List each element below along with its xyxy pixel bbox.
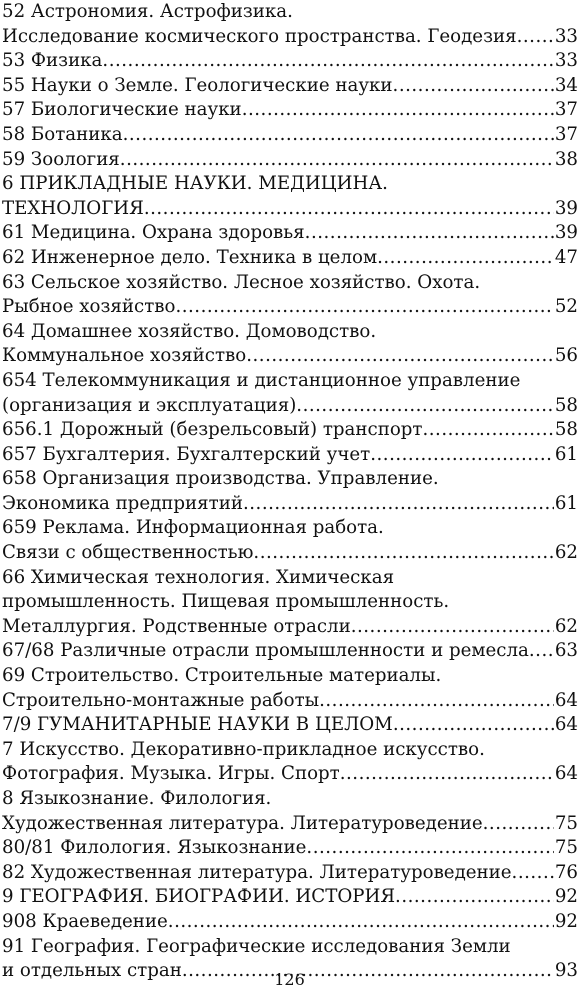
toc-entry-page: 61 [554, 443, 578, 465]
toc-entry-title: 67/68 Различные отрасли промышленности и ремесла [2, 640, 529, 662]
toc-entry-title: 66 Химическая технология. Химическая [2, 566, 395, 588]
toc-entry-title: Исследование космического пространства. Геодезия [2, 25, 517, 47]
dot-leader [246, 344, 554, 369]
toc-entry-title: Художественная литература. Литературоведение [2, 812, 483, 834]
toc-entry [2, 836, 578, 861]
toc-entry-title: 908 Краеведение [2, 910, 168, 932]
toc-entry-title: 61 Медицина. Охрана здоровья [2, 222, 305, 244]
page-number: 126 [274, 970, 305, 989]
toc-entry-page: 52 [554, 296, 578, 318]
toc-entry-title: 53 Физика [2, 50, 103, 72]
toc-entry-title: ТЕХНОЛОГИЯ [2, 197, 144, 219]
toc-entry-last-line [2, 49, 578, 74]
toc-entry-last-line [2, 295, 578, 320]
toc-entry-page: 39 [554, 197, 578, 219]
toc-entry-page: 92 [554, 910, 578, 932]
toc-entry-page: 47 [554, 246, 578, 268]
toc-entry-page: 62 [554, 542, 578, 564]
toc-entry-page: 64 [554, 763, 578, 785]
toc-entry-page: 63 [554, 640, 578, 662]
dot-leader [120, 148, 554, 173]
toc-entry [2, 246, 578, 271]
toc-entry-last-line [2, 492, 578, 517]
toc-entry-page: 93 [554, 960, 578, 982]
toc-entry-page: 56 [554, 345, 578, 367]
dot-leader [102, 49, 553, 74]
toc-entry [2, 418, 578, 443]
toc-entry-page: 76 [554, 861, 578, 883]
toc-entry-title: 91 География. Географические исследования Земли [2, 935, 511, 957]
toc-entry-last-line [2, 221, 578, 246]
dot-leader [253, 541, 553, 566]
toc-entry-last-line [2, 98, 578, 123]
dot-leader [483, 812, 554, 837]
dot-leader [305, 221, 554, 246]
dot-leader [351, 615, 554, 640]
dot-leader [306, 836, 553, 861]
toc-entry-page: 62 [554, 615, 578, 637]
toc-entry-last-line [2, 394, 578, 419]
toc-entry [2, 566, 578, 640]
toc-entry-title: 659 Реклама. Информационная работа. [2, 517, 384, 539]
toc-entry-page: 92 [554, 886, 578, 908]
table-of-contents [2, 0, 578, 984]
toc-entry-page: 33 [554, 25, 578, 47]
toc-entry [2, 369, 578, 418]
toc-entry [2, 664, 578, 713]
dot-leader [243, 492, 554, 517]
toc-entry-title: 6 ПРИКЛАДНЫЕ НАУКИ. МЕДИЦИНА. [2, 173, 388, 195]
dot-leader [517, 25, 554, 50]
toc-entry-page: 33 [554, 50, 578, 72]
toc-entry-last-line [2, 148, 578, 173]
toc-entry-last-line [2, 123, 578, 148]
dot-leader [529, 639, 554, 664]
toc-entry [2, 74, 578, 99]
dot-leader [144, 197, 554, 222]
toc-entry-page: 75 [554, 837, 578, 859]
dot-leader [370, 443, 554, 468]
toc-entry-last-line [2, 418, 578, 443]
dot-leader [123, 123, 554, 148]
toc-entry-title: 57 Биологические науки [2, 99, 242, 121]
toc-entry-title: 64 Домашнее хозяйство. Домоводство. [2, 320, 377, 342]
toc-entry-title: 7 Искусство. Декоративно-прикладное искусство. [2, 738, 485, 760]
toc-entry-last-line [2, 25, 578, 50]
toc-entry-title: (организация и эксплуатация) [2, 394, 297, 416]
toc-entry-title: 52 Астрономия. Астрофизика. [2, 1, 293, 22]
toc-entry-last-line [2, 541, 578, 566]
toc-entry-title: 82 Художественная литература. Литературоведение [2, 861, 512, 883]
toc-entry-title: 7/9 ГУМАНИТАРНЫЕ НАУКИ В ЦЕЛОМ [2, 714, 393, 736]
toc-entry [2, 123, 578, 148]
dot-leader [242, 98, 554, 123]
toc-entry-title: Связи с общественностью [2, 542, 254, 564]
toc-entry [2, 861, 578, 886]
toc-entry [2, 516, 578, 565]
dot-leader [377, 246, 554, 271]
toc-entry-title: 55 Науки о Земле. Геологические науки [2, 74, 393, 96]
toc-entry-last-line [2, 812, 578, 837]
toc-entry-last-line [2, 762, 578, 787]
toc-entry-page: 38 [554, 148, 578, 170]
toc-entry-page: 37 [554, 123, 578, 145]
toc-entry-page: 34 [554, 74, 578, 96]
toc-entry-title: Коммунальное хозяйство [2, 345, 247, 367]
toc-entry-page: 64 [554, 714, 578, 736]
toc-entry-last-line [2, 197, 578, 222]
toc-entry-title: 656.1 Дорожный (безрельсовый) транспорт [2, 419, 423, 441]
toc-entry [2, 713, 578, 738]
toc-entry-title: 58 Ботаника [2, 123, 123, 145]
toc-entry-last-line [2, 443, 578, 468]
toc-entry-title: и отдельных стран [2, 960, 182, 982]
toc-entry [2, 0, 578, 49]
dot-leader [168, 910, 554, 935]
toc-entry [2, 98, 578, 123]
toc-entry [2, 172, 578, 221]
toc-entry-page: 64 [554, 689, 578, 711]
dot-leader [512, 861, 554, 886]
toc-entry-title: Фотография. Музыка. Игры. Спорт [2, 763, 340, 785]
dot-leader [319, 689, 554, 714]
toc-entry-title: Строительно-монтажные работы [2, 689, 320, 711]
dot-leader [422, 418, 553, 443]
dot-leader [296, 394, 554, 419]
toc-entry [2, 467, 578, 516]
toc-entry [2, 49, 578, 74]
toc-entry-last-line [2, 713, 578, 738]
toc-entry [2, 148, 578, 173]
toc-entry [2, 221, 578, 246]
toc-entry-title: 80/81 Филология. Языкознание [2, 837, 307, 859]
toc-entry-title: 8 Языкознание. Филология. [2, 788, 272, 809]
toc-entry-last-line [2, 836, 578, 861]
toc-entry-page: 37 [554, 99, 578, 121]
toc-entry-title: 9 ГЕОГРАФИЯ. БИОГРАФИИ. ИСТОРИЯ [2, 886, 396, 908]
toc-entry-title: 657 Бухгалтерия. Бухгалтерский учет [2, 443, 371, 465]
toc-entry-last-line [2, 74, 578, 99]
toc-entry-page: 75 [554, 812, 578, 834]
toc-entry-title: Экономика предприятий [2, 492, 243, 514]
toc-entry [2, 738, 578, 787]
toc-entry-last-line [2, 246, 578, 271]
toc-entry-last-line [2, 689, 578, 714]
toc-entry-title: Металлургия. Родственные отрасли [2, 615, 351, 637]
toc-entry-last-line [2, 885, 578, 910]
toc-entry [2, 639, 578, 664]
toc-entry-title: 62 Инженерное дело. Техника в целом [2, 246, 378, 268]
toc-entry-last-line [2, 344, 578, 369]
toc-entry-page: 39 [554, 222, 578, 244]
toc-entry-title: 654 Телекоммуникация и дистанционное управление [2, 369, 521, 391]
toc-entry [2, 271, 578, 320]
dot-leader [393, 713, 554, 738]
toc-entry-title: 63 Сельское хозяйство. Лесное хозяйство. Охота. [2, 271, 481, 293]
toc-entry [2, 443, 578, 468]
toc-entry [2, 910, 578, 935]
toc-entry [2, 320, 578, 369]
toc-entry-title: Рыбное хозяйство [2, 296, 176, 318]
toc-entry [2, 885, 578, 910]
toc-entry-page: 61 [554, 492, 578, 514]
toc-entry-title: 59 Зоология [2, 148, 120, 170]
toc-entry-last-line [2, 639, 578, 664]
toc-entry-last-line [2, 910, 578, 935]
toc-entry-page: 58 [554, 394, 578, 416]
toc-entry-last-line [2, 615, 578, 640]
dot-leader [175, 295, 553, 320]
dot-leader [340, 762, 554, 787]
toc-entry [2, 787, 578, 836]
toc-entry-title: 69 Строительство. Строительные материалы. [2, 665, 442, 687]
dot-leader [395, 885, 554, 910]
toc-entry-title: 658 Организация производства. Управление. [2, 468, 439, 490]
toc-entry-title: промышленность. Пищевая промышленность. [2, 591, 450, 613]
toc-entry-page: 58 [554, 419, 578, 441]
dot-leader [393, 74, 554, 99]
toc-entry-last-line [2, 861, 578, 886]
